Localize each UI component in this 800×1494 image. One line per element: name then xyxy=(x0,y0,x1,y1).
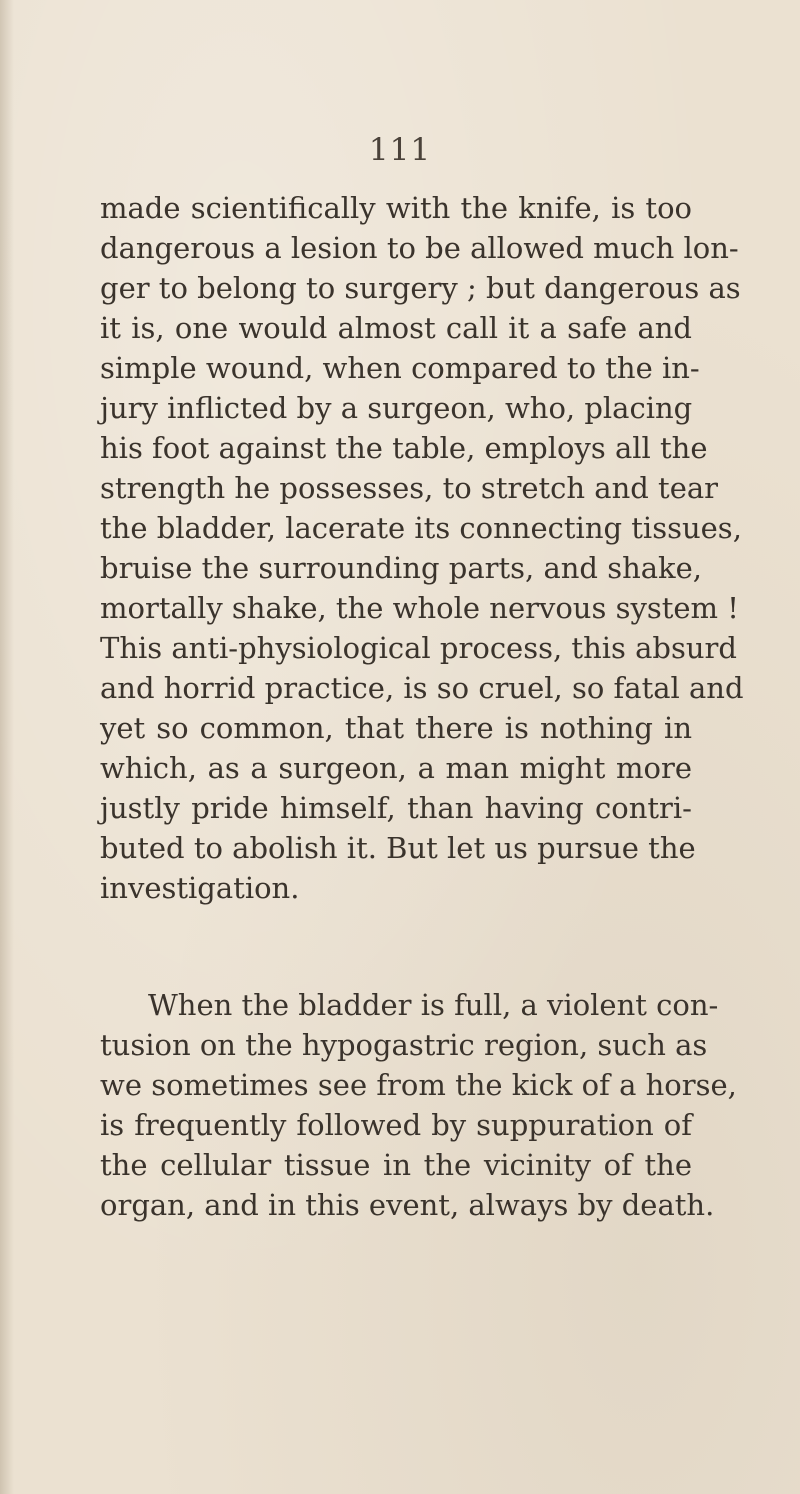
text-line: When the bladder is full, a violent con- xyxy=(148,988,719,1022)
paragraph-gap xyxy=(100,908,692,985)
text-line: bruise the surrounding parts, and shake, xyxy=(100,551,702,585)
text-line: mortally shake, the whole nervous system ! xyxy=(100,591,739,625)
text-line: justly pride himself, than having contri- xyxy=(100,791,692,825)
text-line: his foot against the table, employs all the xyxy=(100,431,708,465)
text-line: ger to belong to surgery ; but dangerous as xyxy=(100,271,741,305)
text-line: tusion on the hypogastric region, such as xyxy=(100,1028,708,1062)
text-line: and horrid practice, is so cruel, so fatal and xyxy=(100,671,744,705)
gutter-shadow xyxy=(0,0,14,1494)
text-line: investigation. xyxy=(100,871,300,905)
text-line: it is, one would almost call it a safe and xyxy=(100,311,692,345)
text-line: This anti-physiological process, this absurd xyxy=(100,631,737,665)
text-line: buted to abolish it. But let us pursue the xyxy=(100,831,696,865)
text-line: organ, and in this event, always by death. xyxy=(100,1188,715,1222)
paragraph-1 xyxy=(100,188,744,908)
text-line: yet so common, that there is nothing in xyxy=(100,711,692,745)
text-line: made scientifically with the knife, is too xyxy=(100,191,692,225)
body-text xyxy=(100,188,744,1225)
paragraph-2 xyxy=(100,985,737,1225)
text-line: the cellular tissue in the vicinity of the xyxy=(100,1148,692,1182)
text-line: jury inflicted by a surgeon, who, placing xyxy=(100,391,693,425)
page-number: 111 xyxy=(368,132,432,168)
text-line: simple wound, when compared to the in- xyxy=(100,351,700,385)
text-line: strength he possesses, to stretch and tear xyxy=(100,471,719,505)
text-line: which, as a surgeon, a man might more xyxy=(100,751,692,785)
text-line: dangerous a lesion to be allowed much lon- xyxy=(100,231,739,265)
text-line: the bladder, lacerate its connecting tissues, xyxy=(100,511,742,545)
text-line: we sometimes see from the kick of a horse, xyxy=(100,1068,737,1102)
text-line: is frequently followed by suppuration of xyxy=(100,1108,692,1142)
